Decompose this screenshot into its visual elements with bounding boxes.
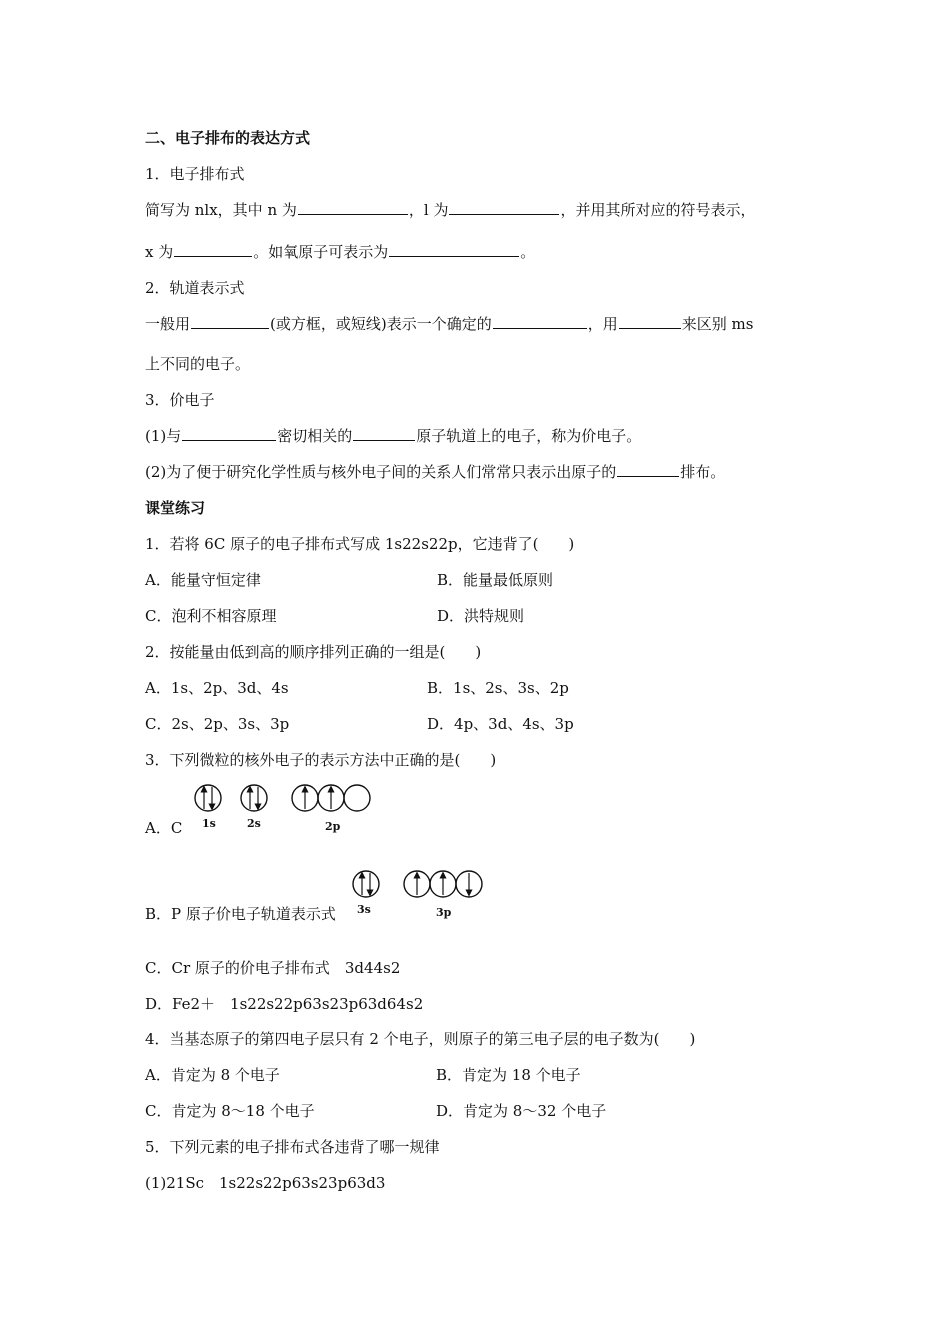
item2-title: 2．轨道表示式: [145, 279, 245, 297]
text: 来区别 ms: [681, 315, 754, 333]
q2-option-a[interactable]: A．1s、2p、3d、4s: [145, 679, 289, 697]
orbital-3s: [353, 871, 379, 897]
item1-title: 1．电子排布式: [145, 165, 245, 183]
blank-circle[interactable]: [191, 314, 269, 329]
item3-title: 3．价电子: [145, 391, 215, 409]
blank-arrow[interactable]: [619, 314, 681, 329]
question-1: 1．若将 6C 原子的电子排布式写成 1s22s22p，它违背了( ): [145, 535, 575, 553]
blank-n[interactable]: [298, 200, 408, 215]
q4-option-a[interactable]: A．肯定为 8 个电子: [145, 1066, 280, 1084]
text: 。: [520, 243, 536, 261]
q1-option-c[interactable]: C．泡利不相容原理: [145, 607, 277, 625]
q2-option-b[interactable]: B．1s、2s、3s、2p: [427, 679, 569, 697]
item2-line2: 上不同的电子。: [145, 355, 251, 373]
blank-valence[interactable]: [617, 462, 679, 477]
question-2: 2．按能量由低到高的顺序排列正确的一组是( ): [145, 643, 482, 661]
question-4: 4．当基态原子的第四电子层只有 2 个电子，则原子的第三电子层的电子数为( ): [145, 1030, 696, 1048]
blank-orbit[interactable]: [353, 426, 415, 441]
q5-item-1: (1)21Sc 1s22s22p63s23p63d3: [145, 1174, 386, 1192]
section-heading: 二、电子排布的表达方式: [145, 129, 311, 147]
blank-l[interactable]: [449, 200, 559, 215]
q3-option-c[interactable]: C．Cr 原子的价电子排布式 3d44s2: [145, 959, 401, 977]
label-1s: 1s: [202, 817, 216, 830]
orbital-diagram-b: [348, 868, 493, 924]
q1-option-a[interactable]: A．能量守恒定律: [145, 571, 261, 589]
blank-x[interactable]: [174, 242, 252, 257]
text: (1)与: [145, 427, 182, 445]
text: ，l 为: [408, 201, 449, 219]
item1-line2: [145, 242, 535, 262]
label-3p: 3p: [436, 906, 452, 919]
text: x 为: [145, 243, 174, 261]
item3-line1: [145, 426, 641, 446]
label-2p: 2p: [325, 820, 341, 833]
blank-oxygen[interactable]: [389, 242, 519, 257]
q3-option-d[interactable]: D．Fe2＋ 1s22s22p63s23p63d64s2: [145, 995, 424, 1013]
q2-option-d[interactable]: D．4p、3d、4s、3p: [427, 715, 574, 733]
exercise-heading: 课堂练习: [145, 499, 206, 517]
text: 一般用: [145, 315, 191, 333]
orbital-diagram-a: [190, 782, 380, 838]
text: 排布。: [680, 463, 726, 481]
q1-option-d[interactable]: D．洪特规则: [437, 607, 525, 625]
q4-option-d[interactable]: D．肯定为 8～32 个电子: [436, 1102, 607, 1120]
item1-line1: [145, 200, 755, 220]
q4-option-c[interactable]: C．肯定为 8～18 个电子: [145, 1102, 315, 1120]
q2-option-c[interactable]: C．2s、2p、3s、3p: [145, 715, 290, 733]
question-5: 5．下列元素的电子排布式各违背了哪一规律: [145, 1138, 440, 1156]
label-3s: 3s: [357, 903, 371, 916]
blank-property[interactable]: [182, 426, 276, 441]
blank-orbital[interactable]: [493, 314, 587, 329]
q4-option-b[interactable]: B．肯定为 18 个电子: [436, 1066, 581, 1084]
text: ，并用其所对应的符号表示，: [560, 201, 756, 219]
text: 密切相关的: [277, 427, 353, 445]
label-2s: 2s: [247, 817, 261, 830]
text: 原子轨道上的电子，称为价电子。: [416, 427, 642, 445]
q3-option-b[interactable]: B．P 原子价电子轨道表示式: [145, 905, 336, 923]
text: 。如氧原子可表示为: [253, 243, 389, 261]
text: (2)为了便于研究化学性质与核外电子间的关系人们常常只表示出原子的: [145, 463, 617, 481]
question-3: 3．下列微粒的核外电子的表示方法中正确的是( ): [145, 751, 497, 769]
q3-option-a[interactable]: A．C: [145, 819, 183, 837]
orbital-2s: [241, 785, 267, 811]
text: (或方框，或短线)表示一个确定的: [270, 315, 492, 333]
item3-line2: [145, 462, 725, 482]
orbital-2p-3: [344, 785, 370, 811]
text: 简写为 nlx，其中 n 为: [145, 201, 297, 219]
orbital-1s: [195, 785, 221, 811]
q1-option-b[interactable]: B．能量最低原则: [437, 571, 554, 589]
text: ，用: [587, 315, 618, 333]
item2-line1: [145, 314, 753, 334]
